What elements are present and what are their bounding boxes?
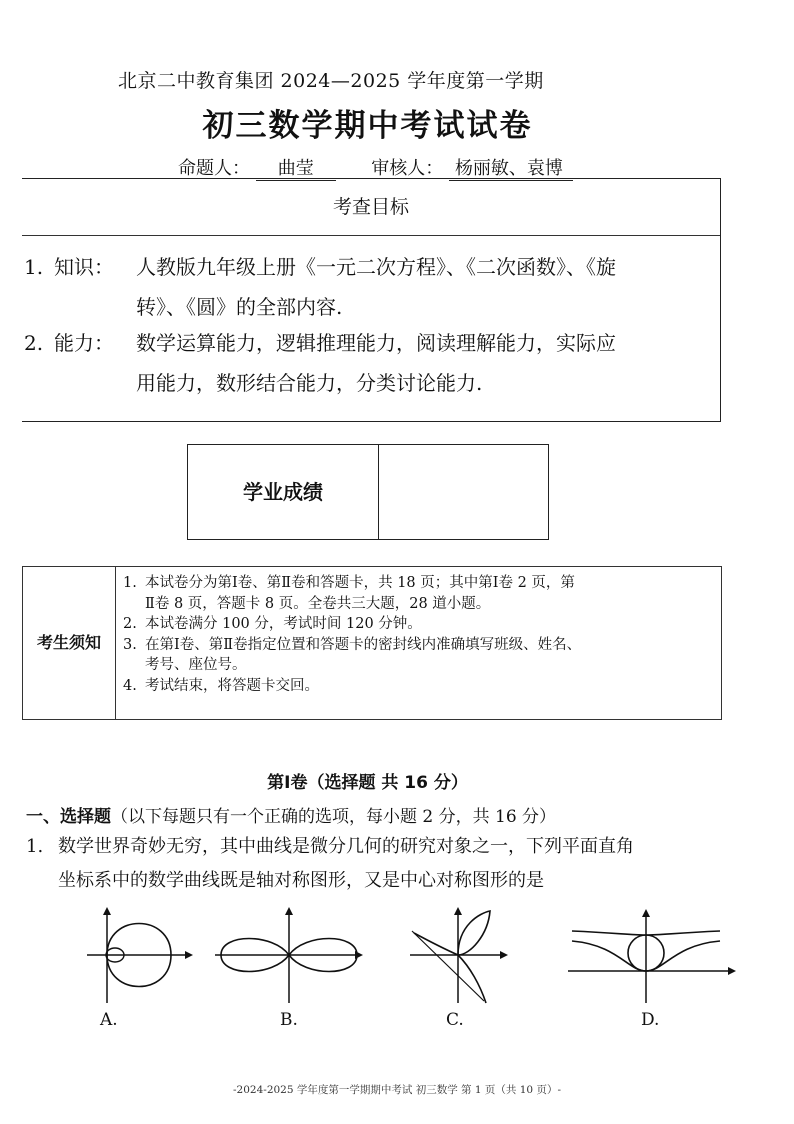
section-heading: 一、选择题 [26,807,111,827]
notice-line: 考试结束，将答题卡交回。 [145,677,319,694]
notice-line: 本试卷分为第Ⅰ卷、第Ⅱ卷和答题卡，共 18 页；其中第Ⅰ卷 2 页，第 [145,575,575,591]
question-line: 坐标系中的数学曲线既是轴对称图形，又是中心对称图形的是 [58,870,544,891]
question-line: 数学世界奇妙无穷，其中曲线是微分几何的研究对象之一，下列平面直角 [58,836,634,857]
notice-item [123,635,719,656]
notice-line: 考号、座位号。 [145,657,247,673]
goals-box [22,178,721,422]
score-label: 学业成绩 [188,445,379,539]
section-title [26,802,556,827]
option-d[interactable]: D. [641,1010,660,1030]
option-a[interactable]: A. [100,1010,118,1030]
exam-title: 初三数学期中考试试卷 [202,108,533,144]
notice-item [123,676,719,697]
goal-num: 1. [24,255,44,279]
goal-line: 转》、《圆》的全部内容. [136,295,343,319]
setters-line [178,154,678,181]
school-line: 北京二中教育集团 2024—2025 学年度第一学期 [118,70,544,92]
notice-item [123,573,719,594]
notice-item [123,614,719,635]
goal-line: 数学运算能力，逻辑推理能力，阅读理解能力，实际应 [136,331,616,355]
setter-name: 曲莹 [256,154,336,181]
question-1 [26,832,634,858]
goals-heading: 考查目标 [22,179,720,236]
goal-item [24,247,616,319]
option-c[interactable]: C. [446,1010,464,1030]
goal-item [24,323,616,395]
notice-num: 3. [123,636,137,653]
folium-curve-icon [410,905,510,1005]
notice-num: 1. [123,575,137,591]
goal-line: 用能力，数形结合能力，分类讨论能力. [136,371,483,395]
score-value-field[interactable] [380,445,546,539]
reviewer-names: 杨丽敏、袁博 [449,154,573,181]
notice-line: 本试卷满分 100 分，考试时间 120 分钟。 [145,616,422,632]
goal-label: 能力： [54,331,114,355]
goal-line: 人教版九年级上册《一元二次方程》、《二次函数》、《旋 [136,255,616,279]
notice-items [123,573,719,696]
notice-line: 在第Ⅰ卷、第Ⅱ卷指定位置和答题卡的密封线内准确填写班级、姓名、 [145,636,582,653]
goal-label: 知识： [54,255,114,279]
notice-box [22,566,722,720]
question-num: 1. [26,836,44,857]
reviewer-label: 审核人： [371,158,444,179]
score-box [187,444,549,540]
notice-num: 4. [123,677,137,694]
option-b[interactable]: B. [280,1010,298,1030]
notice-num: 2. [123,616,137,632]
section-note: （以下每题只有一个正确的选项，每小题 2 分，共 16 分） [111,807,557,827]
setter-label: 命题人： [178,158,250,179]
part1-title: 第Ⅰ卷（选择题 共 16 分） [267,773,468,793]
goal-num: 2. [24,331,44,355]
notice-line: Ⅱ卷 8 页，答题卡 8 页。全卷共三大题，28 道小题。 [145,595,491,612]
lemniscate-curve-icon [215,905,365,1005]
notice-label: 考生须知 [23,567,116,719]
circle-between-curves-icon [568,905,738,1005]
cardioid-curve-icon [85,905,195,1005]
page-footer: -2024-2025 学年度第一学期期中考试 初三数学 第 1 页（共 10 页）- [233,1084,561,1096]
